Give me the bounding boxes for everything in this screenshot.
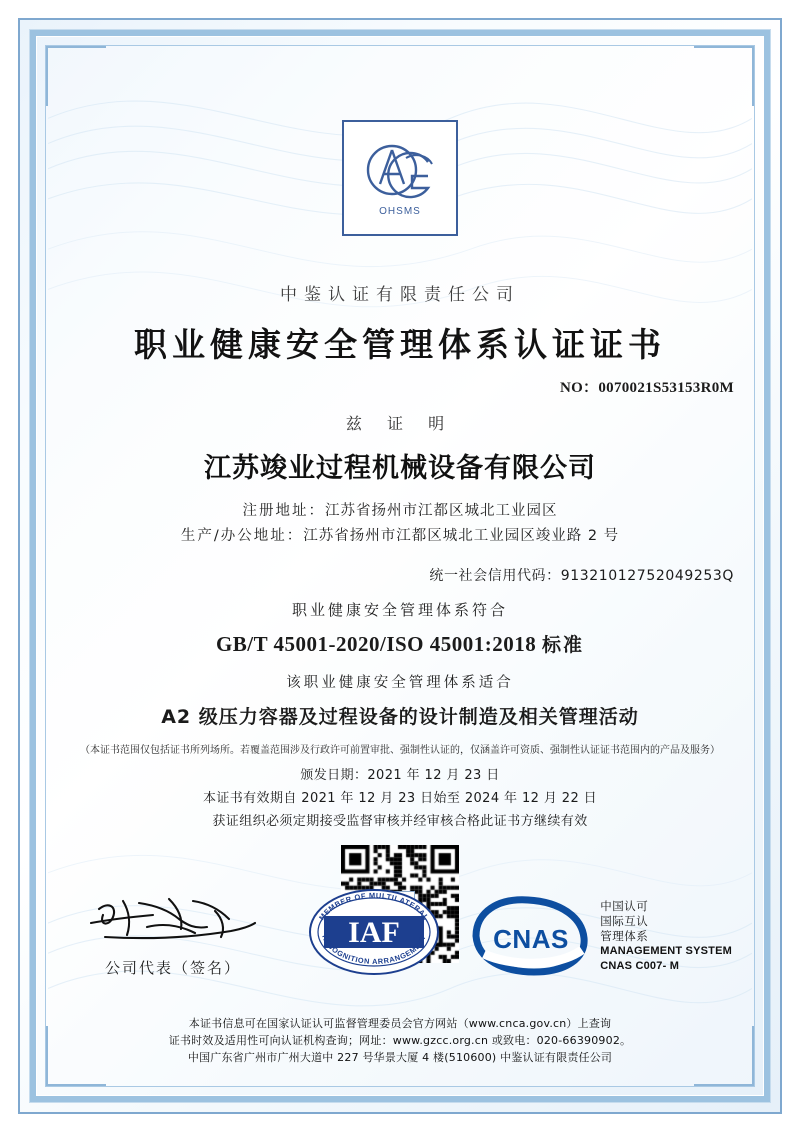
standard-code: GB/T 45001-2020/ISO 45001:2018 — [215, 632, 537, 656]
signature-label: 公司代表（签名） — [104, 959, 241, 977]
cnas-line-2: 国际互认 — [600, 913, 649, 928]
surveillance-note: 获证组织必须定期接受监督审核并经审核合格此证书方继续有效 — [212, 814, 588, 829]
certificate-number-value: 0070021S53153R0M — [598, 380, 734, 396]
company-name: 江苏竣业过程机械设备有限公司 — [204, 453, 596, 484]
credit-code-row — [60, 565, 740, 585]
scope-text: A2 级压力容器及过程设备的设计制造及相关管理活动 — [161, 706, 639, 728]
operation-address-row — [60, 524, 740, 549]
standard-suffix: 标准 — [542, 634, 585, 656]
accreditation-row — [60, 886, 740, 978]
footer-note — [60, 1015, 740, 1066]
cnas-text-block — [600, 899, 732, 974]
scope-note: （本证书范围仅包括证书所列场所。若覆盖范围涉及行政许可前置审批、强制性认证的，仅涵盖许可资质、强制性认证证书范围内的产品及服务） — [80, 745, 720, 756]
cnas-line-3: 管理体系 — [600, 928, 649, 943]
svg-text:MEMBER OF MULTILATERAL: MEMBER OF MULTILATERAL — [317, 890, 432, 922]
cnas-line-4: MANAGEMENT SYSTEM — [600, 944, 732, 957]
svg-text:RECOGNITION ARRANGEMENT: RECOGNITION ARRANGEMENT — [320, 933, 428, 967]
scope-intro: 该职业健康安全管理体系适合 — [286, 675, 514, 691]
certificate-number-label: NO： — [559, 380, 599, 396]
cnas-line-5: CNAS C007- M — [600, 959, 680, 972]
registered-address-row — [60, 499, 740, 524]
signature-block — [68, 889, 278, 978]
operation-address-label: 生产/办公地址： — [180, 528, 304, 544]
cnas-line-1: 中国认可 — [600, 898, 649, 913]
issue-date: 颁发日期：2021 年 12 月 23 日 — [300, 768, 500, 783]
standard-line — [60, 630, 740, 657]
certificate-content — [60, 58, 740, 1074]
signature-mark-icon — [68, 889, 278, 951]
conformity-line: 职业健康安全管理体系符合 — [291, 601, 508, 619]
operation-address-value: 江苏省扬州市江都区城北工业园区竣业路 2 号 — [303, 528, 620, 544]
registered-address-label: 注册地址： — [242, 503, 325, 519]
footer-line-2: 证书时效及适用性可向认证机构查询；网址：www.gzcc.org.cn 或致电：020-66390902。 — [168, 1034, 632, 1047]
logo-area — [60, 120, 740, 236]
iaf-logo-icon — [305, 886, 443, 978]
credit-code-label: 统一社会信用代码： — [429, 568, 561, 584]
svg-text:OHSMS: OHSMS — [379, 206, 421, 217]
footer-line-3: 中国广东省广州市广州大道中 227 号华景大厦 4 楼(510600) 中鉴认证有限责任公司 — [187, 1051, 613, 1064]
footer-line-1: 本证书信息可在国家认证认可监督管理委员会官方网站（www.cnca.gov.cn）上查询 — [188, 1017, 612, 1030]
svg-text:IAF: IAF — [348, 916, 400, 949]
dates-block — [60, 764, 740, 833]
registered-address-value: 江苏省扬州市江都区城北工业园区 — [325, 503, 558, 519]
cnas-block — [470, 894, 732, 978]
certificate-title: 职业健康安全管理体系认证证书 — [134, 325, 666, 364]
hereby-certify-text: 兹 证 明 — [345, 414, 455, 433]
validity-period: 本证书有效期自 2021 年 12 月 23 日始至 2024 年 12 月 22 日 — [202, 791, 598, 806]
ohsms-logo-icon — [342, 120, 458, 236]
address-block — [60, 499, 740, 549]
credit-code-value: 91321012752049253Q — [560, 568, 734, 584]
issuer-name: 中鉴认证有限责任公司 — [280, 285, 520, 305]
certificate-number — [60, 376, 740, 397]
svg-text:CNAS: CNAS — [493, 924, 570, 954]
cnas-logo-icon — [470, 894, 592, 978]
